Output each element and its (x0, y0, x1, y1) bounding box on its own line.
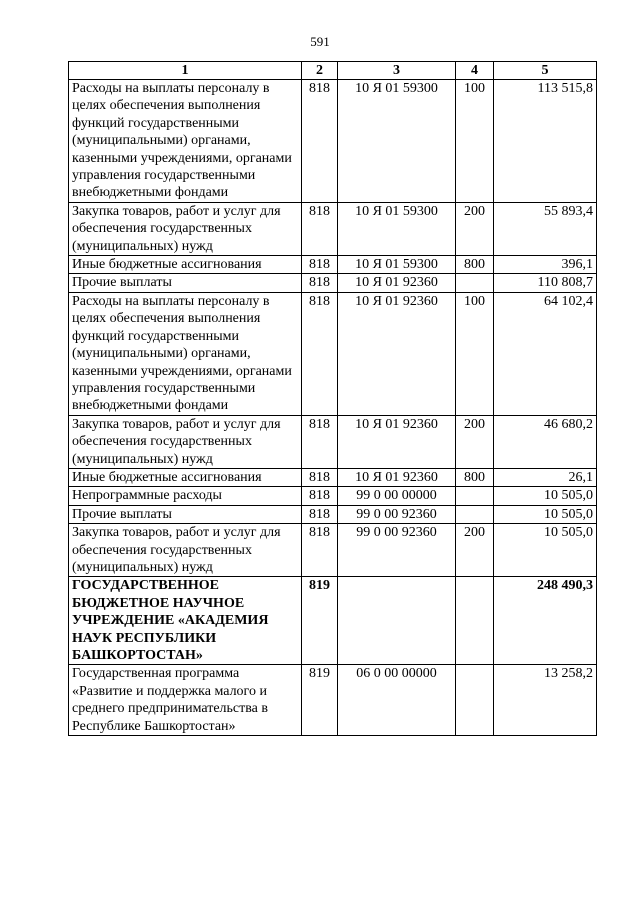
cell-department-code: 818 (302, 292, 338, 415)
cell-amount: 10 505,0 (494, 505, 597, 523)
cell-expense-type (456, 274, 494, 292)
page-number: 591 (310, 34, 330, 49)
cell-target-article: 99 0 00 92360 (338, 524, 456, 577)
header-col-4: 4 (456, 62, 494, 80)
cell-target-article (338, 577, 456, 665)
cell-expense-type: 100 (456, 292, 494, 415)
cell-department-code: 818 (302, 415, 338, 468)
cell-expense-type (456, 665, 494, 736)
cell-name: Прочие выплаты (69, 505, 302, 523)
cell-expense-type: 200 (456, 202, 494, 255)
table-row (69, 415, 597, 468)
header-col-3: 3 (338, 62, 456, 80)
header-col-5: 5 (494, 62, 597, 80)
table-body (69, 80, 597, 736)
cell-amount: 10 505,0 (494, 487, 597, 505)
table-row (69, 487, 597, 505)
cell-target-article: 06 0 00 00000 (338, 665, 456, 736)
cell-target-article: 10 Я 01 92360 (338, 468, 456, 486)
cell-expense-type: 800 (456, 468, 494, 486)
table-row (69, 505, 597, 523)
header-col-2: 2 (302, 62, 338, 80)
cell-name: Расходы на выплаты персоналу в целях обеспечения выполнения функций государственными (муниципальными) органами, казенными учреждениями, органами управления государственными внебюджетными фондами (69, 80, 302, 203)
cell-name: Закупка товаров, работ и услуг для обеспечения государственных (муниципальных) нужд (69, 415, 302, 468)
table-header-row (69, 62, 597, 80)
table-row (69, 577, 597, 665)
cell-amount: 13 258,2 (494, 665, 597, 736)
cell-name: Закупка товаров, работ и услуг для обеспечения государственных (муниципальных) нужд (69, 524, 302, 577)
cell-amount: 26,1 (494, 468, 597, 486)
cell-name: Иные бюджетные ассигнования (69, 256, 302, 274)
cell-department-code: 818 (302, 202, 338, 255)
cell-expense-type: 200 (456, 415, 494, 468)
cell-name: Расходы на выплаты персоналу в целях обеспечения выполнения функций государственными (муниципальными) органами, казенными учреждениями, органами управления государственными внебюджетными фондами (69, 292, 302, 415)
cell-name: Прочие выплаты (69, 274, 302, 292)
cell-target-article: 10 Я 01 59300 (338, 202, 456, 255)
table-row (69, 202, 597, 255)
cell-amount: 55 893,4 (494, 202, 597, 255)
cell-expense-type: 800 (456, 256, 494, 274)
table-row (69, 524, 597, 577)
cell-department-code: 818 (302, 468, 338, 486)
cell-name: Закупка товаров, работ и услуг для обеспечения государственных (муниципальных) нужд (69, 202, 302, 255)
cell-amount: 64 102,4 (494, 292, 597, 415)
cell-target-article: 10 Я 01 92360 (338, 292, 456, 415)
cell-department-code: 818 (302, 256, 338, 274)
table-row (69, 665, 597, 736)
cell-target-article: 10 Я 01 59300 (338, 80, 456, 203)
cell-amount: 46 680,2 (494, 415, 597, 468)
cell-department-code: 818 (302, 505, 338, 523)
table-row (69, 80, 597, 203)
cell-expense-type (456, 505, 494, 523)
cell-target-article: 10 Я 01 92360 (338, 274, 456, 292)
cell-expense-type (456, 487, 494, 505)
cell-name: Государственная программа «Развитие и поддержка малого и среднего предпринимательства в Республике Башкортостан» (69, 665, 302, 736)
cell-department-code: 819 (302, 577, 338, 665)
cell-amount: 396,1 (494, 256, 597, 274)
table-row (69, 274, 597, 292)
cell-amount: 113 515,8 (494, 80, 597, 203)
cell-expense-type (456, 577, 494, 665)
header-col-1: 1 (69, 62, 302, 80)
cell-amount: 110 808,7 (494, 274, 597, 292)
budget-table (68, 61, 597, 736)
cell-amount: 248 490,3 (494, 577, 597, 665)
cell-department-code: 818 (302, 524, 338, 577)
cell-target-article: 10 Я 01 59300 (338, 256, 456, 274)
cell-target-article: 99 0 00 92360 (338, 505, 456, 523)
cell-department-code: 818 (302, 487, 338, 505)
table-row (69, 468, 597, 486)
table-row (69, 256, 597, 274)
cell-department-code: 818 (302, 80, 338, 203)
table-row (69, 292, 597, 415)
cell-name: Иные бюджетные ассигнования (69, 468, 302, 486)
cell-expense-type: 200 (456, 524, 494, 577)
cell-name: ГОСУДАРСТВЕННОЕ БЮДЖЕТНОЕ НАУЧНОЕ УЧРЕЖДЕНИЕ «АКАДЕМИЯ НАУК РЕСПУБЛИКИ БАШКОРТОСТАН» (69, 577, 302, 665)
cell-amount: 10 505,0 (494, 524, 597, 577)
cell-expense-type: 100 (456, 80, 494, 203)
cell-name: Непрограммные расходы (69, 487, 302, 505)
cell-department-code: 818 (302, 274, 338, 292)
cell-target-article: 10 Я 01 92360 (338, 415, 456, 468)
cell-target-article: 99 0 00 00000 (338, 487, 456, 505)
cell-department-code: 819 (302, 665, 338, 736)
